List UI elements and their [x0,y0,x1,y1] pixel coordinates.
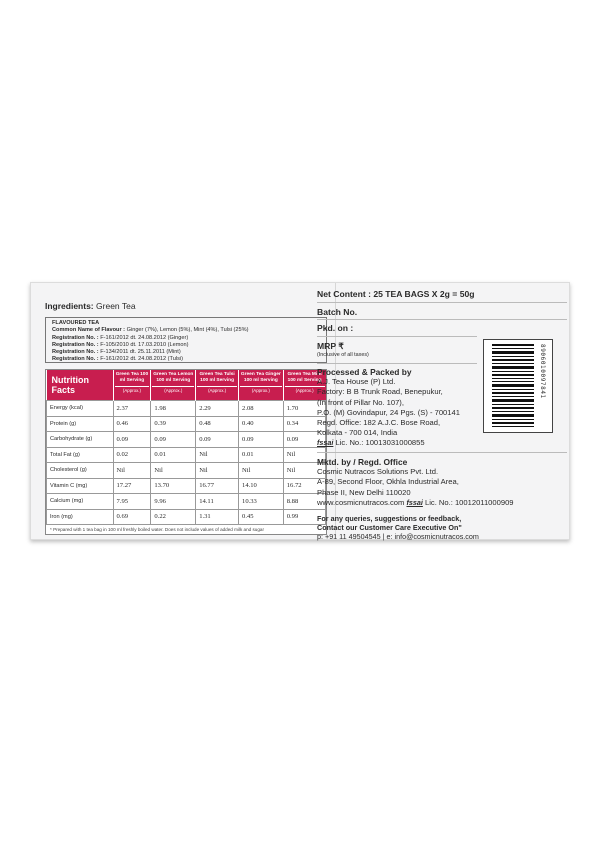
nutrition-facts-table [45,369,327,535]
column-header: Green Tea Ginger 100 ml Serving (Approx.) [239,370,284,401]
net-content: Net Content : 25 TEA BAGS X 2g = 50g [317,289,475,299]
packed-license: Lic. No.: 10013031000855 [335,438,425,448]
column-header: Green Tea Tulsi 100 ml Serving (Approx.) [196,370,239,401]
common-name-label: Common Name of Flavour : [52,327,126,334]
nutrition-title-line1: Nutrition [51,375,89,385]
flavoured-heading: FLAVOURED TEA [52,320,100,326]
divider-line [317,302,567,303]
registration-label: Registration No. : [52,341,99,348]
divider-line [317,336,477,337]
marketed-by-block [317,457,567,508]
website-link[interactable]: www.cosmicnutracos.com [317,497,405,507]
column-header: Green Tea Lemon 100 ml Serving (Approx.) [151,370,196,401]
query-line2: Contact our Customer Care Executive On" [317,522,462,532]
packed-line: Kolkata - 700 014, India [317,428,398,438]
table-row: Calcium (mg) 7.95 9.96 14.11 10.33 8.88 [47,494,326,510]
ingredients-line [45,301,136,311]
mrp: MRP ₹ [317,341,344,351]
mktd-line: Phase II, New Delhi 110020 [317,487,411,497]
table-row: Carbohydrate (g) 0.09 0.09 0.09 0.09 0.09 [47,432,326,448]
batch-number: Batch No. [317,307,358,317]
mktd-heading: Mktd. by / Regd. Office [317,457,408,467]
mktd-line: A-89, Second Floor, Okhla Industrial Area, [317,477,459,487]
tea-box-back-panel [30,282,570,540]
registration-label: Registration No. : [52,356,99,363]
table-row: Energy (kcal) 2.37 1.98 2.29 2.08 1.70 [47,401,326,417]
barcode-number: 8906010097841 [539,344,546,399]
table-row: Iron (mg) 0.69 0.22 1.31 0.45 0.99 [47,509,326,525]
packed-line: Factory: B B Trunk Road, Benepukur, [317,387,443,397]
nutrition-footnote: * Prepared with 1 tea bag in 100 ml freshly boiled water. Does not include values of added milk and sugar [50,527,264,532]
mktd-license: Lic. No.: 10012011000909 [425,497,514,507]
separator: | [382,531,385,541]
column-header: Green Tea Mint 100 ml Serving (Approx.) [283,370,325,401]
packed-line: P.O. (M) Govindapur, 24 Pgs. (S) - 700141 [317,407,460,417]
phone-number[interactable]: p: +91 11 49504545 [317,531,381,541]
flavoured-tea-box [45,317,327,363]
nutrition-title-line2: Facts [51,385,76,395]
mrp-note: (Inclusive of all taxes) [317,352,369,358]
packed-by-block [317,367,547,449]
registration-value: F-161/2012 dt. 24.08.2012 (Ginger) [100,334,189,341]
packed-on: Pkd. on : [317,323,354,333]
divider-line [317,363,477,364]
mktd-line: Cosmic Nutracos Solutions Pvt. Ltd. [317,467,439,477]
packed-line: (In front of Pillar No. 107), [317,397,404,407]
nutrition-facts-title [47,370,114,401]
email-link[interactable]: e: info@cosmicnutracos.com [386,531,479,541]
ingredients-value: Green Tea [96,301,136,311]
divider-line [317,319,567,320]
registration-value: F-134/2011 dt. 25.11.2011 (Mint) [100,349,181,356]
packed-line: Regd. Office: 182 A.J.C. Bose Road, [317,418,441,428]
ingredients-label: Ingredients: [45,301,94,311]
query-line1: For any queries, suggestions or feedback, [317,514,462,523]
common-name-value: Ginger (7%), Lemon (5%), Mint (4%), Tulsi (25%) [126,327,249,334]
table-row: Protein (g) 0.46 0.39 0.48 0.40 0.34 [47,416,326,432]
divider-line [317,452,567,453]
column-header: Green Tea 100 ml Serving (Approx.) [113,370,151,401]
registration-value: F-105/2010 dt. 17.03.2010 (Lemon) [100,341,189,348]
packed-line: A.J. Tea House (P) Ltd. [317,377,396,387]
registration-value: F-161/2012 dt. 24.08.2012 (Tulsi) [100,356,184,363]
registration-label: Registration No. : [52,349,99,356]
packed-heading: Processed & Packed by [317,367,412,377]
table-row: Cholesterol (g) Nil Nil Nil Nil Nil [47,463,326,479]
registration-label: Registration No. : [52,334,99,341]
table-row: Total Fat (g) 0.02 0.01 Nil 0.01 Nil [47,447,326,463]
customer-care-block [317,515,567,541]
fssai-logo: fssai [317,438,334,448]
fssai-logo: fssai [406,497,423,507]
table-row: Vitamin C (mg) 17.27 13.70 16.77 14.10 16.72 [47,478,326,494]
